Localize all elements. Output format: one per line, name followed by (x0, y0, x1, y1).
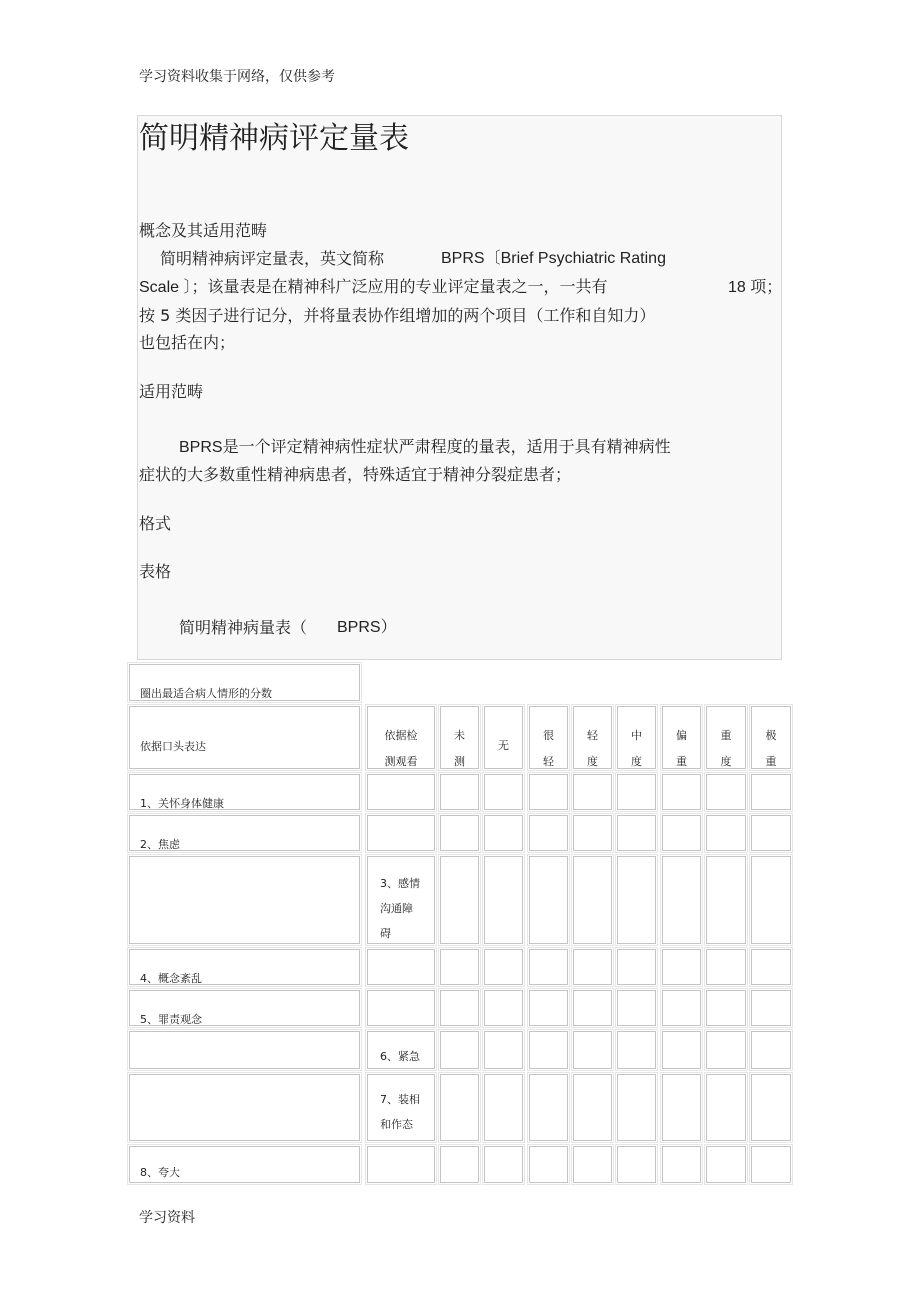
item-5-rating-cell-4[interactable] (617, 990, 656, 1026)
item-6-rating-cell-2[interactable] (529, 1031, 568, 1069)
header-verbal-cell (129, 706, 360, 769)
item-7-rating-cell-6[interactable] (706, 1074, 746, 1141)
item-1-rating-cell-7[interactable] (751, 774, 791, 810)
header-verbal-text: 依据口头表达 (140, 740, 206, 753)
item-5-rating-cell-0[interactable] (440, 990, 479, 1026)
para1-line1a: 简明精神病评定量表，英文简称 (160, 249, 385, 268)
item-8-rating-cell-3[interactable] (573, 1146, 612, 1183)
para2-line1: BPRS是一个评定精神病性症状严肃程度的量表，适用于具有精神病性 (179, 439, 671, 456)
doc-title: 简明精神病评定量表 (139, 121, 409, 156)
item-1-rating-cell-4[interactable] (617, 774, 656, 810)
item-2-rating-cell-3[interactable] (573, 815, 612, 851)
item-2-rating-cell-6[interactable] (706, 815, 746, 851)
item-5-rating-cell-2[interactable] (529, 990, 568, 1026)
header-rating-6: 重 度 (706, 706, 746, 769)
item-7-rating-cell-7[interactable] (751, 1074, 791, 1141)
item-3-rating-cell-5[interactable] (662, 856, 701, 944)
item-3-rating-cell-0[interactable] (440, 856, 479, 944)
header-rating-1: 无 (484, 706, 523, 769)
item-2-observe-cell (367, 815, 435, 851)
item-4-verbal-cell (129, 949, 360, 985)
item-7-rating-cell-5[interactable] (662, 1074, 701, 1141)
item-6-rating-cell-0[interactable] (440, 1031, 479, 1069)
item-2-rating-cell-7[interactable] (751, 815, 791, 851)
item-2-rating-cell-4[interactable] (617, 815, 656, 851)
item-8-rating-cell-2[interactable] (529, 1146, 568, 1183)
item-7-rating-cell-1[interactable] (484, 1074, 523, 1141)
item-1-rating-cell-2[interactable] (529, 774, 568, 810)
item-7-rating-cell-3[interactable] (573, 1074, 612, 1141)
item-8-label: 8、夸大 (140, 1166, 180, 1179)
item-7-verbal-cell (129, 1074, 360, 1141)
section-scope-heading: 适用范畴 (139, 382, 204, 401)
instruction-cell (129, 664, 360, 701)
section-format-heading: 格式 (139, 514, 172, 533)
item-1-observe-cell (367, 774, 435, 810)
item-6-rating-cell-5[interactable] (662, 1031, 701, 1069)
item-2-rating-cell-5[interactable] (662, 815, 701, 851)
item-8-rating-cell-7[interactable] (751, 1146, 791, 1183)
item-1-rating-cell-1[interactable] (484, 774, 523, 810)
item-8-observe-cell (367, 1146, 435, 1183)
item-5-rating-cell-7[interactable] (751, 990, 791, 1026)
item-1-rating-cell-5[interactable] (662, 774, 701, 810)
header-observe-cell (367, 706, 435, 769)
para1-line2a: Scale 〕；该量表是在精神科广泛应用的专业评定量表之一，一共有 (139, 279, 608, 296)
item-4-rating-cell-5[interactable] (662, 949, 701, 985)
item-6-observe-cell (367, 1031, 435, 1069)
item-3-label: 3、感情 沟通障 碍 (380, 877, 420, 940)
item-6-rating-cell-7[interactable] (751, 1031, 791, 1069)
item-8-rating-cell-6[interactable] (706, 1146, 746, 1183)
item-7-rating-cell-0[interactable] (440, 1074, 479, 1141)
item-1-rating-cell-0[interactable] (440, 774, 479, 810)
item-3-rating-cell-4[interactable] (617, 856, 656, 944)
item-3-rating-cell-7[interactable] (751, 856, 791, 944)
item-1-rating-cell-6[interactable] (706, 774, 746, 810)
item-2-rating-cell-2[interactable] (529, 815, 568, 851)
item-1-verbal-cell (129, 774, 360, 810)
para1-line3: 按 5 类因子进行记分，并将量表协作组增加的两个项目（工作和自知力） (139, 306, 656, 325)
para1-line4: 也包括在内； (139, 333, 236, 352)
item-6-rating-cell-6[interactable] (706, 1031, 746, 1069)
page-footer: 学习资料 (139, 1210, 195, 1226)
item-4-rating-cell-6[interactable] (706, 949, 746, 985)
item-3-observe-cell (367, 856, 435, 944)
item-2-verbal-cell (129, 815, 360, 851)
item-5-rating-cell-5[interactable] (662, 990, 701, 1026)
item-2-rating-cell-1[interactable] (484, 815, 523, 851)
item-4-rating-cell-1[interactable] (484, 949, 523, 985)
item-5-label: 5、罪责观念 (140, 1013, 202, 1026)
item-5-rating-cell-3[interactable] (573, 990, 612, 1026)
item-2-label: 2、焦虑 (140, 838, 180, 851)
para1-line1b: BPRS〔Brief Psychiatric Rating (441, 250, 666, 267)
item-8-verbal-cell (129, 1146, 360, 1183)
item-8-rating-cell-0[interactable] (440, 1146, 479, 1183)
item-4-label: 4、概念紊乱 (140, 972, 202, 985)
page-header: 学习资料收集于网络，仅供参考 (139, 69, 335, 85)
item-4-rating-cell-7[interactable] (751, 949, 791, 985)
item-5-observe-cell (367, 990, 435, 1026)
item-3-rating-cell-2[interactable] (529, 856, 568, 944)
table-title-a: 简明精神病量表（ (179, 618, 308, 637)
item-8-rating-cell-4[interactable] (617, 1146, 656, 1183)
header-rating-4: 中 度 (617, 706, 656, 769)
item-6-rating-cell-1[interactable] (484, 1031, 523, 1069)
table-title-b: BPRS） (337, 619, 397, 636)
item-4-rating-cell-4[interactable] (617, 949, 656, 985)
item-3-rating-cell-3[interactable] (573, 856, 612, 944)
item-4-rating-cell-0[interactable] (440, 949, 479, 985)
item-3-rating-cell-1[interactable] (484, 856, 523, 944)
item-2-rating-cell-0[interactable] (440, 815, 479, 851)
header-rating-3: 轻 度 (573, 706, 612, 769)
para1-line2b: 18 项； (728, 279, 783, 296)
section-concept-heading: 概念及其适用范畴 (139, 221, 268, 240)
item-6-label: 6、紧急 (380, 1050, 420, 1063)
item-8-rating-cell-5[interactable] (662, 1146, 701, 1183)
header-rating-5: 偏 重 (662, 706, 701, 769)
item-7-rating-cell-2[interactable] (529, 1074, 568, 1141)
para2-line2: 症状的大多数重性精神病患者，特殊适宜于精神分裂症患者； (139, 465, 572, 484)
header-observe-text: 依据检 测观看 (384, 729, 418, 768)
item-6-verbal-cell (129, 1031, 360, 1069)
header-rating-7: 极 重 (751, 706, 791, 769)
item-6-rating-cell-3[interactable] (573, 1031, 612, 1069)
header-rating-0: 未 测 (440, 706, 479, 769)
header-rating-2: 很 轻 (529, 706, 568, 769)
item-3-rating-cell-6[interactable] (706, 856, 746, 944)
document-panel (137, 115, 782, 660)
item-5-rating-cell-1[interactable] (484, 990, 523, 1026)
item-3-verbal-cell (129, 856, 360, 944)
item-1-label: 1、关怀身体健康 (140, 797, 224, 810)
section-table-heading: 表格 (139, 562, 172, 581)
item-4-rating-cell-3[interactable] (573, 949, 612, 985)
item-8-rating-cell-1[interactable] (484, 1146, 523, 1183)
item-5-verbal-cell (129, 990, 360, 1026)
item-5-rating-cell-6[interactable] (706, 990, 746, 1026)
item-4-rating-cell-2[interactable] (529, 949, 568, 985)
instruction-text: 圈出最适合病人情形的分数 (140, 687, 272, 700)
item-7-rating-cell-4[interactable] (617, 1074, 656, 1141)
item-7-label: 7、装相 和作态 (380, 1093, 420, 1131)
item-7-observe-cell (367, 1074, 435, 1141)
item-4-observe-cell (367, 949, 435, 985)
item-1-rating-cell-3[interactable] (573, 774, 612, 810)
item-6-rating-cell-4[interactable] (617, 1031, 656, 1069)
